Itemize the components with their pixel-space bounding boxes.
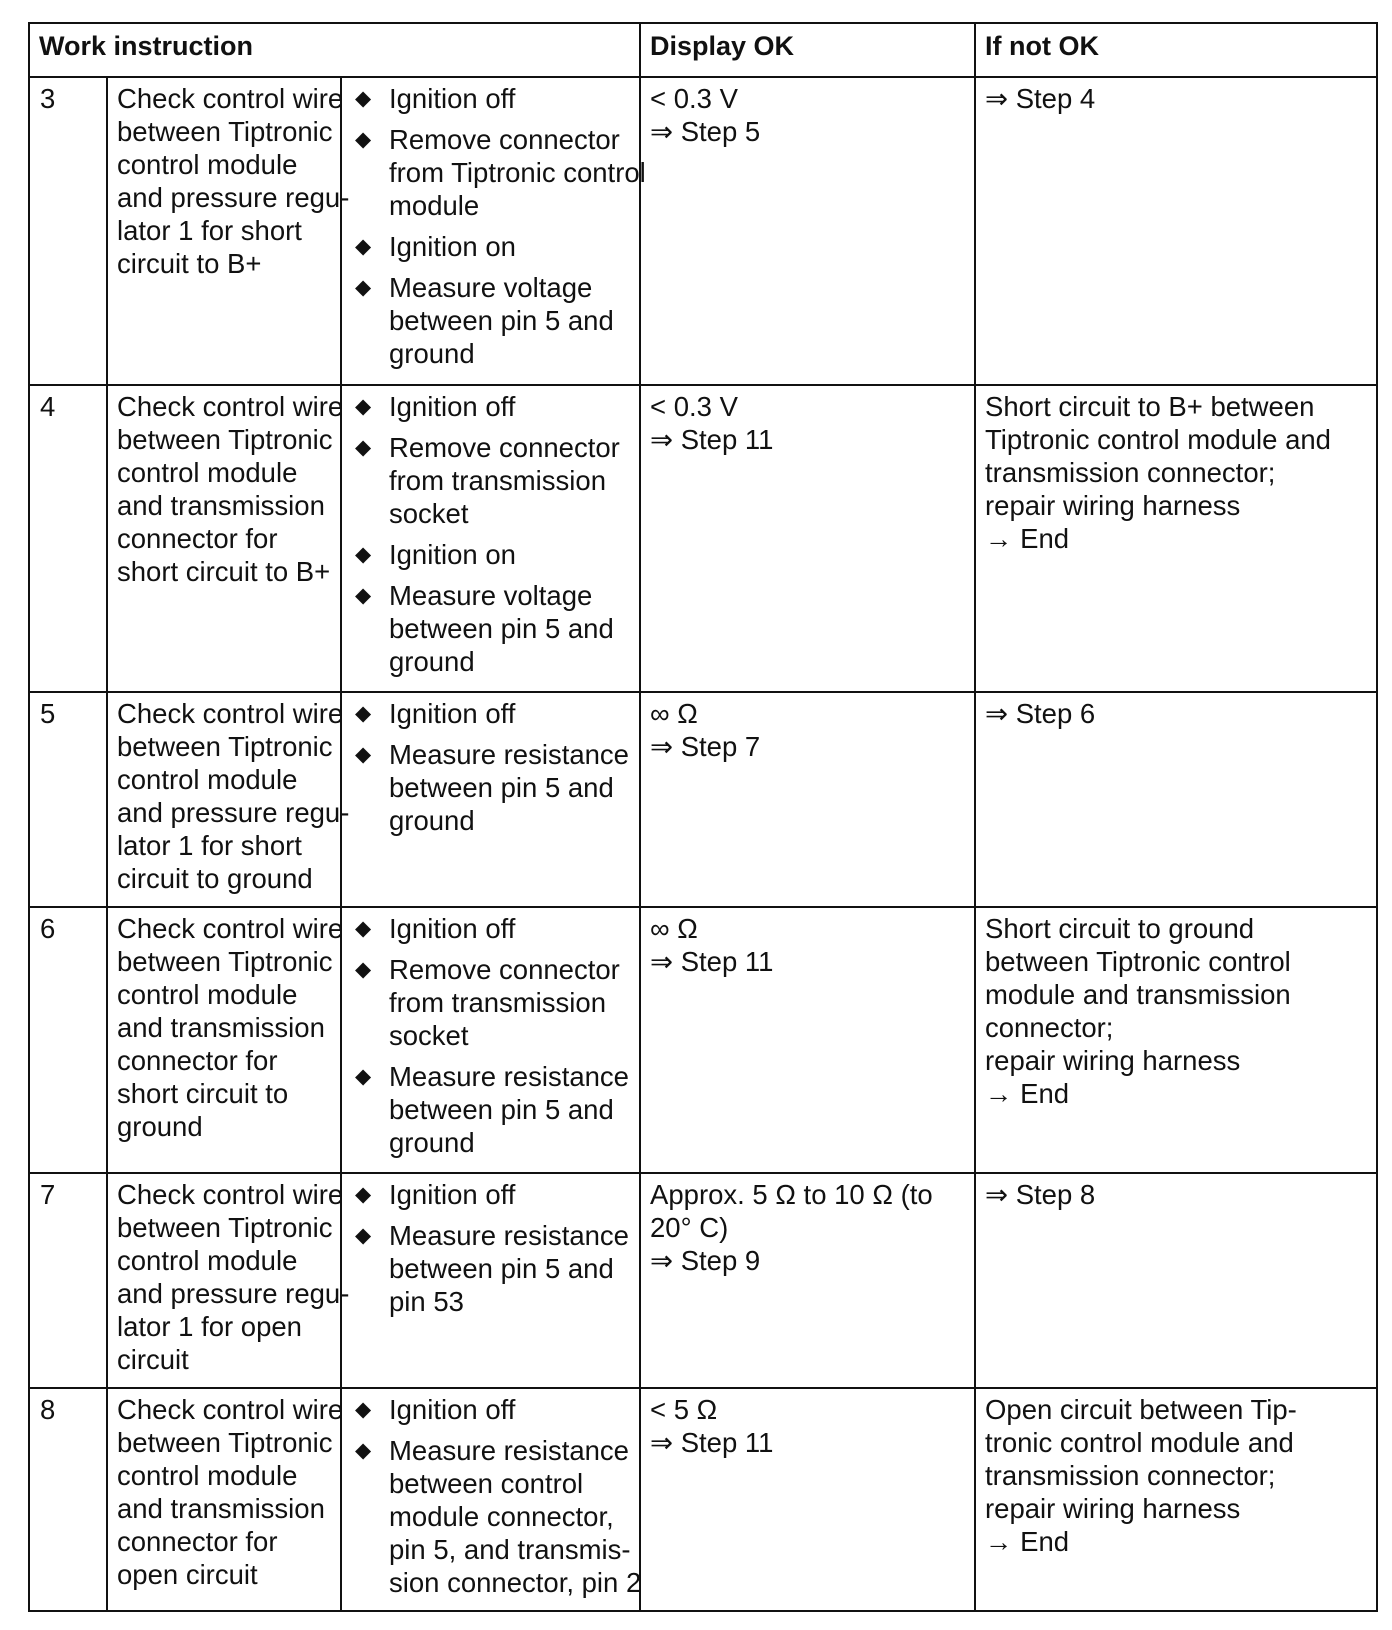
- step-number: 7: [29, 1173, 107, 1388]
- action-item: [351, 697, 630, 730]
- action-line: between pin 5 and: [389, 772, 614, 804]
- table-row: [29, 1388, 1377, 1611]
- display-ok-cell: [640, 907, 975, 1172]
- diamond-bullet-icon: ◆: [355, 276, 372, 299]
- check-description-line: short circuit to: [117, 1078, 289, 1110]
- if-not-ok-cell: [975, 692, 1377, 907]
- diamond-bullet-icon: ◆: [355, 436, 372, 460]
- check-description-line: Check control wire: [117, 913, 344, 945]
- action-line: Ignition off: [389, 698, 516, 730]
- check-description: [107, 1173, 350, 1388]
- action-line: Measure resistance: [389, 1434, 629, 1466]
- action-item: [351, 271, 630, 370]
- display-ok-cell: [640, 77, 975, 385]
- action-line: Ignition off: [389, 1393, 516, 1425]
- action-list: [351, 1178, 630, 1318]
- step-number: 4: [29, 385, 107, 692]
- action-item: [351, 390, 630, 423]
- check-description: [107, 385, 344, 692]
- if-not-ok-cell: [975, 1388, 1377, 1611]
- display-ok-cell-line: ⇒ Step 9: [650, 1244, 761, 1276]
- diamond-bullet-icon: ◆: [355, 1223, 372, 1247]
- action-item: [351, 1060, 630, 1159]
- diamond-bullet-icon: ◆: [355, 87, 372, 110]
- action-line: ground: [389, 338, 475, 369]
- check-description-line: lator 1 for short: [117, 215, 302, 246]
- check-description-line: connector for: [117, 523, 278, 555]
- check-description-line: and transmission: [117, 490, 325, 522]
- check-description-line: control module: [117, 1244, 298, 1276]
- diamond-bullet-icon: ◆: [355, 743, 372, 767]
- diamond-bullet-icon: ◆: [355, 917, 372, 941]
- diamond-bullet-icon: ◆: [355, 395, 372, 419]
- check-description-line: control module: [117, 764, 298, 796]
- check-description-line: circuit: [117, 1343, 189, 1375]
- header-if-not-ok: If not OK: [975, 23, 1377, 77]
- if-not-ok-cell-line: module and transmission: [985, 979, 1291, 1011]
- display-ok-cell: [640, 692, 975, 907]
- check-description-line: and transmission: [117, 1012, 325, 1044]
- action-line: from Tiptronic control: [389, 157, 646, 188]
- action-list: [351, 1393, 642, 1599]
- check-description-line: between Tiptronic: [117, 424, 333, 456]
- check-description: [107, 907, 344, 1172]
- action-line: between control: [389, 1467, 584, 1499]
- action-item: [351, 912, 630, 945]
- action-line: between pin 5 and: [389, 305, 614, 336]
- check-description-line: circuit to B+: [117, 248, 262, 279]
- check-description-line: Check control wire: [117, 1178, 344, 1210]
- action-line: Measure resistance: [389, 1219, 629, 1251]
- action-line: sion connector, pin 2: [389, 1566, 642, 1598]
- action-item: [351, 123, 646, 222]
- action-list: [351, 912, 630, 1159]
- action-item: [351, 230, 630, 263]
- action-line: Ignition off: [389, 1178, 516, 1210]
- diamond-bullet-icon: ◆: [355, 584, 372, 608]
- diamond-bullet-icon: ◆: [355, 1182, 372, 1206]
- check-description-line: between Tiptronic: [117, 116, 333, 147]
- action-line: Measure voltage: [389, 272, 593, 303]
- check-description-line: control module: [117, 457, 298, 489]
- display-ok-cell: [640, 1388, 975, 1611]
- action-line: pin 5, and transmis-: [389, 1533, 631, 1565]
- action-line: Ignition on: [389, 231, 516, 262]
- check-description-line: ground: [117, 1111, 203, 1143]
- action-item: [351, 1434, 642, 1599]
- display-ok-cell-line: ⇒ Step 7: [650, 731, 761, 763]
- if-not-ok-cell-line: ⇒ Step 8: [985, 1178, 1096, 1210]
- action-line: between pin 5 and: [389, 613, 614, 645]
- action-item: [351, 538, 630, 571]
- action-list: [351, 82, 646, 370]
- action-line: between pin 5 and: [389, 1252, 614, 1284]
- check-description-line: between Tiptronic: [117, 731, 333, 763]
- action-line: between pin 5 and: [389, 1094, 614, 1126]
- table-body: [29, 77, 1377, 1611]
- check-description-line: lator 1 for open: [117, 1310, 302, 1342]
- action-line: Measure resistance: [389, 1061, 629, 1093]
- display-ok-cell-line: < 0.3 V: [650, 83, 738, 114]
- if-not-ok-cell: [975, 907, 1377, 1172]
- if-not-ok-cell-line: repair wiring harness: [985, 1045, 1241, 1077]
- display-ok-cell-line: ⇒ Step 11: [650, 1426, 774, 1458]
- if-not-ok-cell-line: ⇒ Step 4: [985, 83, 1096, 114]
- action-steps: [341, 907, 640, 1172]
- if-not-ok-cell-line: ⇒ Step 6: [985, 698, 1096, 730]
- work-instruction-table: [28, 22, 1378, 1612]
- if-not-ok-cell: [975, 77, 1377, 385]
- if-not-ok-cell-line: Tiptronic control module and: [985, 424, 1331, 456]
- check-description-line: control module: [117, 1459, 298, 1491]
- check-description-line: and pressure regu-: [117, 182, 350, 213]
- action-line: ground: [389, 646, 475, 678]
- action-item: [351, 1178, 630, 1211]
- display-ok-cell-line: < 5 Ω: [650, 1393, 718, 1425]
- action-list: [351, 697, 630, 837]
- check-description-line: Check control wire: [117, 83, 344, 114]
- action-item: [351, 579, 630, 678]
- check-description-line: and transmission: [117, 1492, 325, 1524]
- display-ok-cell-line: Approx. 5 Ω to 10 Ω (to: [650, 1178, 933, 1210]
- if-not-ok-cell-line: transmission connector;: [985, 1459, 1276, 1491]
- diamond-bullet-icon: ◆: [355, 128, 372, 151]
- action-steps: [341, 1388, 640, 1611]
- display-ok-cell-line: ⇒ Step 5: [650, 116, 761, 147]
- action-steps: [341, 1173, 640, 1388]
- check-description-line: control module: [117, 149, 298, 180]
- if-not-ok-cell-line: → End: [985, 1078, 1070, 1110]
- if-not-ok-cell-line: Short circuit to B+ between: [985, 391, 1315, 423]
- check-description-line: Check control wire: [117, 391, 344, 423]
- action-line: Remove connector: [389, 124, 620, 155]
- if-not-ok-cell-line: between Tiptronic control: [985, 946, 1291, 978]
- display-ok-cell-line: < 0.3 V: [650, 391, 738, 423]
- display-ok-cell-line: ⇒ Step 11: [650, 946, 774, 978]
- diamond-bullet-icon: ◆: [355, 543, 372, 567]
- check-description-line: open circuit: [117, 1558, 258, 1590]
- check-description-line: short circuit to B+: [117, 556, 331, 588]
- check-description: [107, 692, 350, 907]
- action-item: [351, 738, 630, 837]
- if-not-ok-cell-line: → End: [985, 1525, 1070, 1557]
- if-not-ok-cell: [975, 1173, 1377, 1388]
- if-not-ok-cell-line: tronic control module and: [985, 1426, 1294, 1458]
- action-item: [351, 1219, 630, 1318]
- table-row: [29, 77, 1377, 385]
- if-not-ok-cell-line: Open circuit between Tip-: [985, 1393, 1297, 1425]
- action-line: from transmission: [389, 465, 606, 497]
- check-description-line: Check control wire: [117, 698, 344, 730]
- display-ok-cell-line: ⇒ Step 11: [650, 424, 774, 456]
- diamond-bullet-icon: ◆: [355, 958, 372, 982]
- action-line: Ignition off: [389, 913, 516, 945]
- check-description-line: between Tiptronic: [117, 1426, 333, 1458]
- table-row: [29, 1173, 1377, 1388]
- action-line: from transmission: [389, 987, 606, 1019]
- if-not-ok-cell: [975, 385, 1377, 692]
- display-ok-cell-line: ∞ Ω: [650, 698, 698, 730]
- action-steps: [341, 77, 646, 385]
- check-description-line: between Tiptronic: [117, 1211, 333, 1243]
- action-line: module connector,: [389, 1500, 614, 1532]
- table-row: [29, 385, 1377, 692]
- if-not-ok-cell-line: Short circuit to ground: [985, 913, 1255, 945]
- header-row: [29, 23, 1377, 77]
- if-not-ok-cell-line: connector;: [985, 1012, 1114, 1044]
- header-display-ok: Display OK: [640, 23, 975, 77]
- action-steps: [341, 692, 640, 907]
- check-description-line: between Tiptronic: [117, 946, 333, 978]
- check-description: [107, 1388, 344, 1611]
- display-ok-cell: [640, 385, 975, 692]
- action-steps: [341, 385, 640, 692]
- check-description-line: connector for: [117, 1525, 278, 1557]
- diamond-bullet-icon: ◆: [355, 1438, 372, 1462]
- check-description-line: and pressure regu-: [117, 1277, 350, 1309]
- check-description-line: circuit to ground: [117, 863, 313, 895]
- action-line: module: [389, 190, 480, 221]
- check-description: [107, 77, 350, 385]
- check-description-line: Check control wire: [117, 1393, 344, 1425]
- action-line: ground: [389, 1127, 475, 1159]
- action-line: pin 53: [389, 1285, 464, 1317]
- action-line: Remove connector: [389, 954, 620, 986]
- table-row: [29, 907, 1377, 1172]
- action-line: Ignition off: [389, 83, 516, 114]
- action-line: Ignition on: [389, 539, 516, 571]
- action-line: Ignition off: [389, 391, 516, 423]
- if-not-ok-cell-line: transmission connector;: [985, 457, 1276, 489]
- action-line: socket: [389, 1020, 469, 1052]
- diamond-bullet-icon: ◆: [355, 235, 372, 258]
- action-line: Measure resistance: [389, 739, 629, 771]
- display-ok-cell-line: 20° C): [650, 1211, 729, 1243]
- if-not-ok-cell-line: repair wiring harness: [985, 490, 1241, 522]
- diamond-bullet-icon: ◆: [355, 1397, 372, 1421]
- header-work-instruction: Work instruction: [29, 23, 640, 77]
- action-list: [351, 390, 630, 678]
- action-line: socket: [389, 498, 469, 530]
- if-not-ok-cell-line: repair wiring harness: [985, 1492, 1241, 1524]
- step-number: 8: [29, 1388, 107, 1611]
- display-ok-cell: [640, 1173, 975, 1388]
- action-line: ground: [389, 805, 475, 837]
- diamond-bullet-icon: ◆: [355, 1065, 372, 1089]
- check-description-line: control module: [117, 979, 298, 1011]
- action-line: Measure voltage: [389, 580, 593, 612]
- step-number: 3: [29, 77, 107, 385]
- check-description-line: and pressure regu-: [117, 797, 350, 829]
- step-number: 6: [29, 907, 107, 1172]
- check-description-line: connector for: [117, 1045, 278, 1077]
- table-row: [29, 692, 1377, 907]
- action-item: [351, 953, 630, 1052]
- action-item: [351, 82, 630, 115]
- display-ok-cell-line: ∞ Ω: [650, 913, 698, 945]
- diamond-bullet-icon: ◆: [355, 702, 372, 726]
- action-item: [351, 431, 630, 530]
- check-description-line: lator 1 for short: [117, 830, 302, 862]
- if-not-ok-cell-line: → End: [985, 523, 1070, 555]
- action-item: [351, 1393, 630, 1426]
- action-line: Remove connector: [389, 432, 620, 464]
- step-number: 5: [29, 692, 107, 907]
